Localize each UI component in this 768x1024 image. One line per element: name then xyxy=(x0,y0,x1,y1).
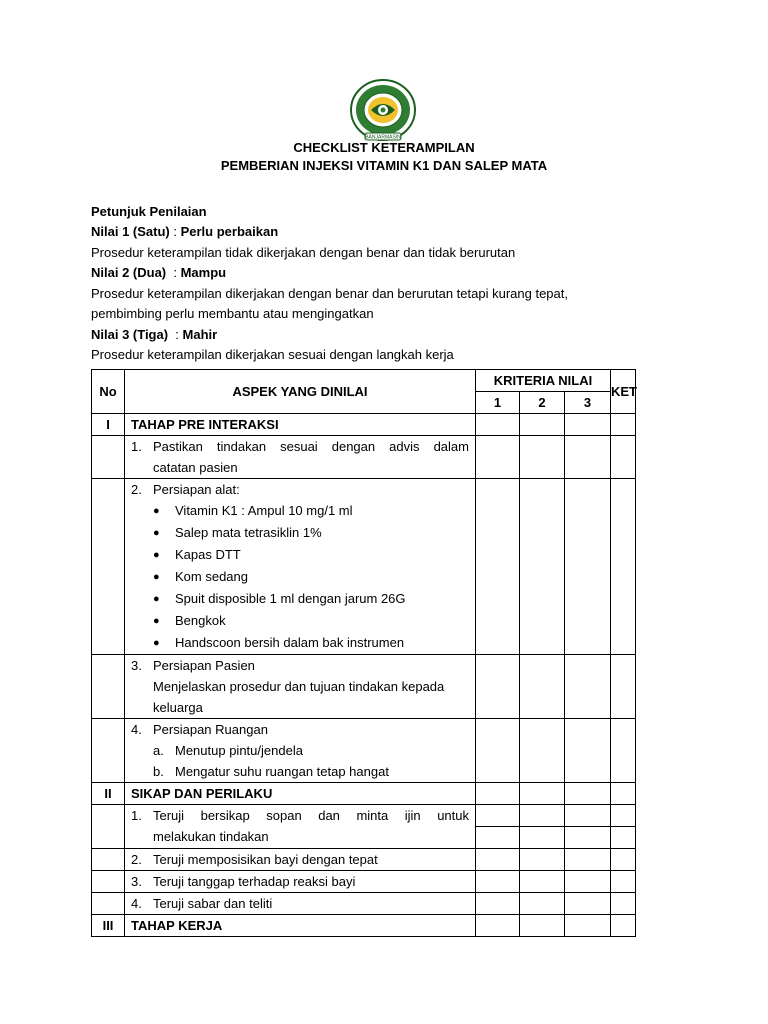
section-title: TAHAP PRE INTERAKSI xyxy=(125,414,476,436)
no-cell xyxy=(92,849,125,871)
section-no: III xyxy=(92,915,125,937)
ket-cell[interactable] xyxy=(611,871,636,893)
document-title: CHECKLIST KETERAMPILAN xyxy=(293,140,475,155)
level-2-sep: : xyxy=(166,265,181,280)
bullet-text: Kom sedang xyxy=(175,569,248,584)
item-text: Persiapan alat: xyxy=(153,482,240,497)
aspect-cell xyxy=(125,893,476,915)
ket-cell[interactable] xyxy=(611,414,636,436)
score-cell[interactable] xyxy=(476,436,520,479)
checklist-table xyxy=(91,369,636,937)
score-cell[interactable] xyxy=(520,479,565,655)
level-1 xyxy=(91,224,278,239)
level-1-desc: Prosedur keterampilan tidak dikerjakan dengan benar dan tidak berurutan xyxy=(91,245,516,260)
table-row xyxy=(92,849,636,871)
aspect-cell xyxy=(125,479,476,655)
table-row xyxy=(92,479,636,655)
item-number: 3. xyxy=(131,658,142,673)
no-cell xyxy=(92,871,125,893)
ket-cell[interactable] xyxy=(611,719,636,783)
section-no: II xyxy=(92,783,125,805)
table-row xyxy=(92,436,636,479)
ket-cell[interactable] xyxy=(611,479,636,655)
level-3-sep: : xyxy=(168,327,183,342)
item-number: 2. xyxy=(131,482,142,497)
table-row xyxy=(92,719,636,783)
section-row xyxy=(92,915,636,937)
score-cell[interactable] xyxy=(565,871,611,893)
bullet-icon: ● xyxy=(153,571,160,583)
score-cell[interactable] xyxy=(520,719,565,783)
score-cell[interactable] xyxy=(476,827,519,848)
score-cell[interactable] xyxy=(520,849,565,871)
score-cell[interactable] xyxy=(520,893,565,915)
sub-text: Mengatur suhu ruangan tetap hangat xyxy=(175,764,389,779)
score-cell[interactable] xyxy=(476,915,520,937)
score-cell[interactable] xyxy=(565,893,611,915)
bullet-icon: ● xyxy=(153,505,160,517)
no-cell xyxy=(92,479,125,655)
item-text: Teruji tanggap terhadap reaksi bayi xyxy=(153,874,356,889)
header-no: No xyxy=(92,370,125,414)
score-cell[interactable] xyxy=(565,827,610,848)
aspect-cell xyxy=(125,849,476,871)
logo-bottom-text: BANJARMASIN xyxy=(365,134,401,141)
aspect-cell xyxy=(125,436,476,479)
ket-cell[interactable] xyxy=(611,655,636,719)
item-text: Teruji memposisikan bayi dengan tepat xyxy=(153,852,378,867)
score-cell[interactable] xyxy=(565,915,611,937)
header-score-1: 1 xyxy=(476,392,520,414)
score-cell[interactable] xyxy=(476,655,520,719)
header-score-3: 3 xyxy=(565,392,611,414)
score-cell[interactable] xyxy=(565,783,611,805)
ket-cell[interactable] xyxy=(611,436,636,479)
header-criteria: KRITERIA NILAI xyxy=(476,370,611,392)
no-cell xyxy=(92,719,125,783)
ket-cell[interactable] xyxy=(611,827,635,848)
score-cell[interactable] xyxy=(565,479,611,655)
score-cell[interactable] xyxy=(476,479,520,655)
item-text: Persiapan Pasien xyxy=(153,658,255,673)
bullet-icon: ● xyxy=(153,549,160,561)
score-cell[interactable] xyxy=(565,805,610,827)
item-number: 3. xyxy=(131,874,142,889)
no-cell xyxy=(92,805,125,849)
sub-text: Menutup pintu/jendela xyxy=(175,743,303,758)
score-cell[interactable] xyxy=(520,871,565,893)
score-cell[interactable] xyxy=(520,915,565,937)
level-2-label: Nilai 2 (Dua) xyxy=(91,265,167,280)
score-cell[interactable] xyxy=(520,783,565,805)
bullet-icon: ● xyxy=(153,527,160,539)
score-cell[interactable] xyxy=(520,414,565,436)
aspect-cell xyxy=(125,871,476,893)
bullet-text: Kapas DTT xyxy=(175,547,241,562)
level-2-value: Mampu xyxy=(180,265,227,280)
section-title: SIKAP DAN PERILAKU xyxy=(125,783,476,805)
score-cell[interactable] xyxy=(520,655,565,719)
ket-cell[interactable] xyxy=(611,915,636,937)
table-row xyxy=(92,871,636,893)
bullet-text: Bengkok xyxy=(175,613,226,628)
item-number: 1. xyxy=(131,808,142,823)
score-cell[interactable] xyxy=(476,719,520,783)
section-no: I xyxy=(92,414,125,436)
level-1-value: Perlu perbaikan xyxy=(180,224,279,239)
score-cell[interactable] xyxy=(476,871,520,893)
level-2-desc-2: pembimbing perlu membantu atau mengingatkan xyxy=(91,306,374,321)
item-text: Teruji sabar dan teliti xyxy=(153,896,273,911)
score-cell[interactable] xyxy=(565,849,611,871)
bullet-icon: ● xyxy=(153,593,160,605)
aspect-cell xyxy=(125,719,476,783)
item-text-cont: Menjelaskan prosedur dan tujuan tindakan kepada xyxy=(153,679,445,694)
bullet-text: Vitamin K1 : Ampul 10 mg/1 ml xyxy=(175,503,353,518)
ket-cell[interactable] xyxy=(611,849,636,871)
level-3-value: Mahir xyxy=(182,327,218,342)
item-text: Persiapan Ruangan xyxy=(153,722,268,737)
item-number: 1. xyxy=(131,439,142,454)
score-cell[interactable] xyxy=(565,436,611,479)
ket-cell[interactable] xyxy=(611,783,636,805)
table-row xyxy=(92,655,636,719)
section-title: TAHAP KERJA xyxy=(125,915,476,937)
aspect-cell xyxy=(125,805,476,849)
score-cell[interactable] xyxy=(565,719,611,783)
section-row xyxy=(92,414,636,436)
level-3 xyxy=(91,327,217,342)
level-1-sep: : xyxy=(169,224,181,239)
score-cell[interactable] xyxy=(476,783,520,805)
level-2 xyxy=(91,265,226,280)
ket-cell[interactable] xyxy=(611,893,636,915)
bullet-text: Salep mata tetrasiklin 1% xyxy=(175,525,322,540)
score-cell[interactable] xyxy=(476,849,520,871)
bullet-icon: ● xyxy=(153,637,160,649)
ket-cell[interactable] xyxy=(611,805,635,827)
instructions-heading: Petunjuk Penilaian xyxy=(91,204,207,219)
score-cell[interactable] xyxy=(476,414,520,436)
score-cell[interactable] xyxy=(520,827,564,848)
no-cell xyxy=(92,655,125,719)
item-number: 2. xyxy=(131,852,142,867)
table-row xyxy=(92,893,636,915)
aspect-cell xyxy=(125,655,476,719)
bullet-text: Handscoon bersih dalam bak instrumen xyxy=(175,635,405,650)
item-text-cont: melakukan tindakan xyxy=(153,829,269,844)
bullet-icon: ● xyxy=(153,615,160,627)
item-number: 4. xyxy=(131,722,142,737)
table-row xyxy=(92,805,636,849)
bullet-text: Spuit disposible 1 ml dengan jarum 26G xyxy=(175,591,406,606)
header-ket: KET xyxy=(611,370,636,414)
university-logo xyxy=(343,78,423,142)
score-cell[interactable] xyxy=(476,893,520,915)
sub-letter: b. xyxy=(153,764,164,779)
item-text-cont: keluarga xyxy=(153,700,203,715)
sub-letter: a. xyxy=(153,743,164,758)
item-text: Pastikan tindakan sesuai dengan advis dalam xyxy=(153,439,469,454)
item-number: 4. xyxy=(131,896,142,911)
level-2-desc-1: Prosedur keterampilan dikerjakan dengan benar dan berurutan tetapi kurang tepat, xyxy=(91,286,568,301)
item-text-cont: catatan pasien xyxy=(153,460,238,475)
score-cell[interactable] xyxy=(565,414,611,436)
level-3-label: Nilai 3 (Tiga) xyxy=(91,327,169,342)
header-score-2: 2 xyxy=(520,392,565,414)
item-text: Teruji bersikap sopan dan minta ijin untuk xyxy=(153,808,469,823)
score-cell[interactable] xyxy=(520,805,564,827)
score-cell[interactable] xyxy=(476,805,519,827)
header-aspect: ASPEK YANG DINILAI xyxy=(125,370,476,414)
level-1-label: Nilai 1 (Satu) xyxy=(91,224,170,239)
score-cell[interactable] xyxy=(520,436,565,479)
section-row xyxy=(92,783,636,805)
score-cell[interactable] xyxy=(565,655,611,719)
no-cell xyxy=(92,893,125,915)
document-subtitle: PEMBERIAN INJEKSI VITAMIN K1 DAN SALEP MATA xyxy=(220,158,548,173)
no-cell xyxy=(92,436,125,479)
level-3-desc: Prosedur keterampilan dikerjakan sesuai dengan langkah kerja xyxy=(91,347,454,362)
